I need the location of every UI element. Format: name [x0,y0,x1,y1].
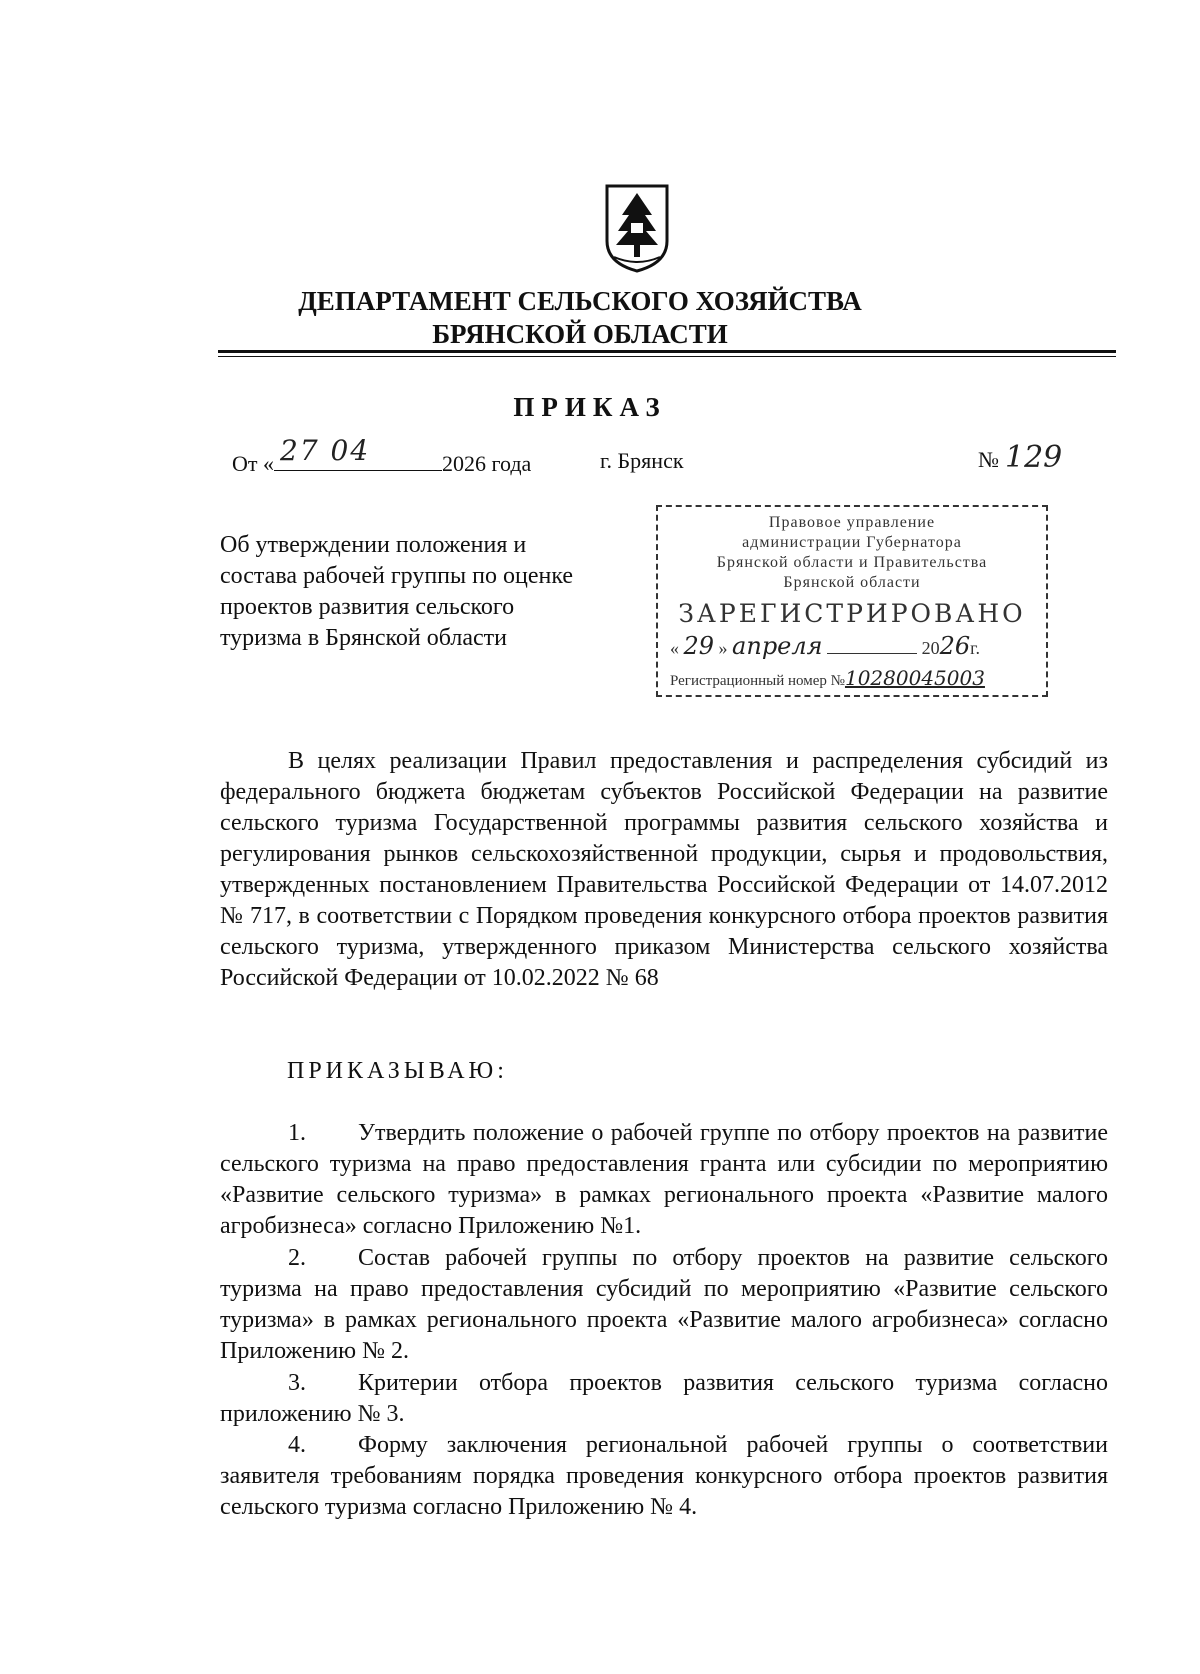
stamp-line3: Брянской области и Правительства [716,554,988,571]
stamp-year: 26 [939,632,971,660]
registration-stamp [656,505,1048,697]
stamp-reg-value: 10280045003 [844,666,985,690]
stamp-month: апреля [732,632,823,660]
intro-paragraph: В целях реализации Правил предоставления и распределения субсидий из федерального бюджета бюджетам субъектов Российской Федерации на развитие сельского туризма Государственной программы развития сельского хозяйства и регулирования рынков сельскохозяйственной продукции, сырья и продовольствия, утвержденных постановлением Правительства Российской Федерации от 14.07.2012 № 717, в соответствии с Порядком проведения конкурсного отбора проектов развития сельского туризма, утвержденного приказом Министерства сельского хозяйства Российской Федерации от 10.02.2022 № 68 [220,748,1108,991]
order-subject: Об утверждении положения и состава рабочей группы по оценке проектов развития сельского туризма в Брянской области [220,532,574,651]
stamp-date-mid: » [718,638,728,658]
stamp-reg-number [658,666,1046,690]
stamp-line1: Правовое управление [768,514,936,531]
stamp-line4: Брянской области [783,574,921,591]
year-text: 2026 года [442,451,532,476]
order-word: ПРИКАЗЫВАЮ: [287,1058,508,1084]
list-item [220,1368,1108,1430]
department-name-line2: БРЯНСКОЙ ОБЛАСТИ [432,319,728,349]
item-number: 4. [288,1432,306,1458]
date-field [274,434,442,471]
item-text: Критерии отбора проектов развития сельского туризма согласно приложению № 3. [220,1370,1108,1427]
item-text: Форму заключения региональной рабочей группы о соответствии заявителя требованиям порядка проведения конкурсного отбора проектов развития сельского туризма согласно Приложению № 4. [220,1432,1108,1520]
handwritten-date: 27 04 [280,434,371,467]
header-rule-thick [218,350,1116,353]
header-rule-thin [218,356,1116,357]
stamp-date-open: « [670,638,679,658]
order-number [978,440,1062,475]
stamp-date [658,632,1046,660]
item-text: Утвердить положение о рабочей группе по отбору проектов на развитие сельского туризма на право предоставления гранта или субсидии по мероприятию «Развитие сельского туризма» в рамках регионального проекта «Развитие малого агробизнеса» согласно Приложению №1. [220,1120,1108,1239]
date-label: От « [232,451,275,476]
handwritten-number: 129 [1005,440,1063,475]
stamp-day: 29 [683,632,715,660]
number-label: № [978,447,999,472]
item-number: 2. [288,1245,306,1271]
item-text: Состав рабочей группы по отбору проектов на развитие сельского туризма на право предоставления субсидий по мероприятию «Развитие сельского туризма» в рамках регионального проекта «Развитие малого агробизнеса» согласно Приложению № 2. [220,1245,1108,1364]
stamp-year-suffix: г. [970,638,980,658]
item-number: 3. [288,1370,306,1396]
item-number: 1. [288,1120,306,1146]
stamp-year-prefix: 20 [921,638,940,658]
stamp-registered: ЗАРЕГИСТРИРОВАНО [678,599,1026,628]
document-title: ПРИКАЗ [513,392,667,422]
coat-of-arms-emblem [604,183,670,273]
stamp-line2: администрации Губернатора [742,534,962,551]
stamp-date-blank [827,653,917,654]
list-item [220,1118,1108,1242]
stamp-reg-label: Регистрационный номер № [670,673,845,689]
order-date [232,434,532,477]
city-name: г. Брянск [600,448,684,473]
list-item [220,1430,1108,1523]
department-name-line1: ДЕПАРТАМЕНТ СЕЛЬСКОГО ХОЗЯЙСТВА [298,286,862,316]
list-item [220,1243,1108,1367]
